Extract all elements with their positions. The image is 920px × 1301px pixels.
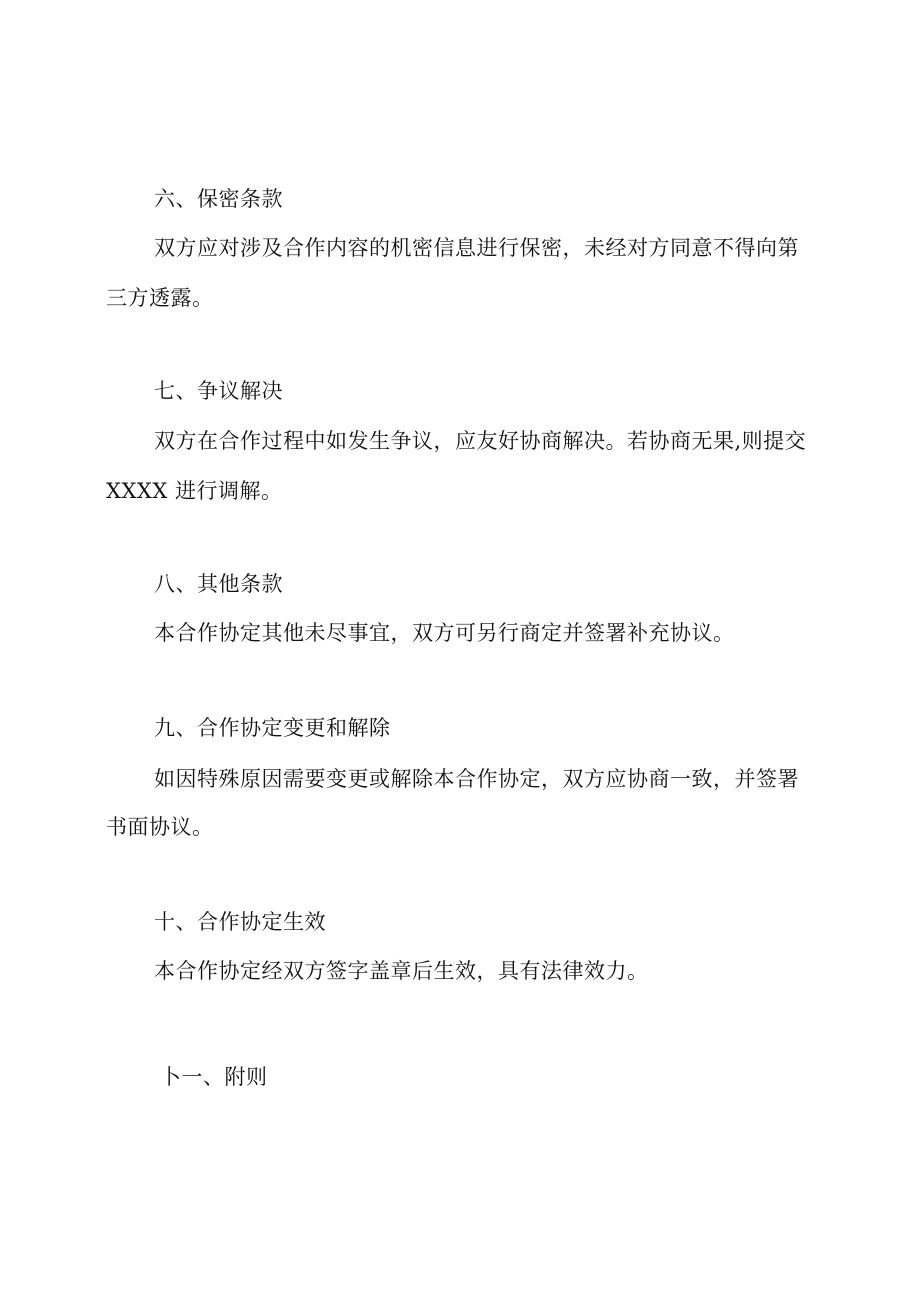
- paragraph-line: 双方应对涉及合作内容的机密信息进行保密，未经对方同意不得向第: [154, 236, 799, 260]
- section-heading: 十、合作协定生效: [154, 910, 326, 934]
- section-heading: 九、合作协定变更和解除: [154, 716, 391, 740]
- paragraph-line: 本合作协定其他未尽事宜，双方可另行商定并签署补充协议。: [154, 621, 735, 645]
- section-heading: 六、保密条款: [154, 187, 283, 211]
- paragraph-line: 书面协议。: [106, 815, 214, 839]
- paragraph-line: 如因特殊原因需要变更或解除本合作协定，双方应协商一致，并签署: [154, 767, 799, 791]
- paragraph-line: 三方透露。: [106, 286, 214, 310]
- paragraph-line: 双方在合作过程中如发生争议，应友好协商解决。若协商无果,则提交: [154, 429, 807, 453]
- section-heading: 卜一、附则: [160, 1065, 268, 1089]
- section-heading: 七、争议解决: [154, 379, 283, 403]
- section-heading: 八、其他条款: [154, 572, 283, 596]
- paragraph-line: 本合作协定经双方签字盖章后生效，具有法律效力。: [154, 959, 649, 983]
- paragraph-line: XXXX 进行调解。: [106, 479, 283, 503]
